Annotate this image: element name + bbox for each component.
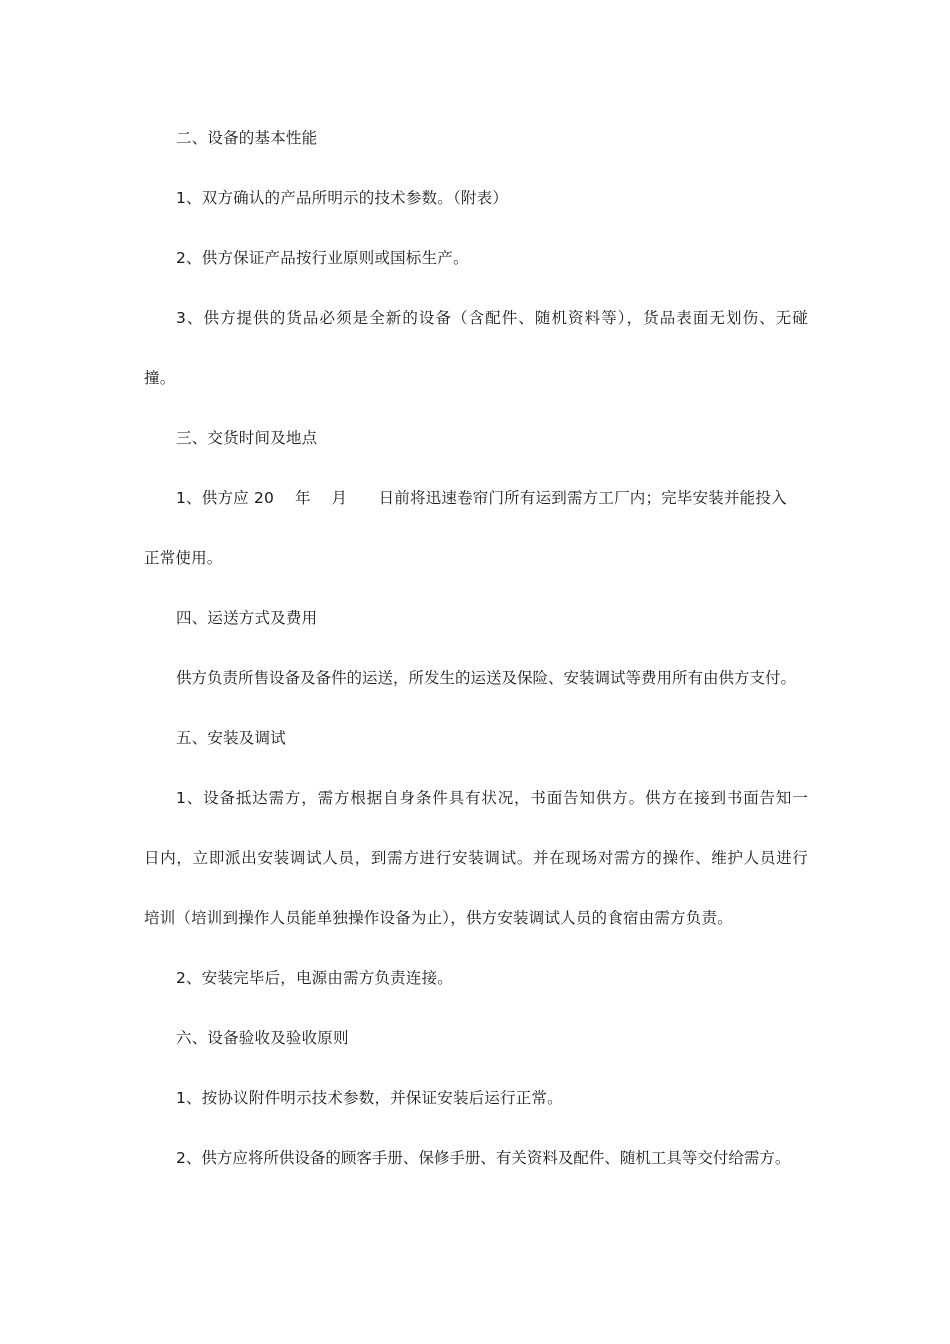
paragraph-line: 1、设备抵达需方，需方根据自身条件具有状况，书面告知供方。供方在接到书面告知一 <box>176 789 808 807</box>
paragraph-line: 1、双方确认的产品所明示的技术参数。（附表） <box>176 189 509 207</box>
paragraph-line: 供方负责所售设备及备件的运送，所发生的运送及保险、安装调试等费用所有由供方支付。 <box>176 669 797 687</box>
section-heading-acceptance: 六、设备验收及验收原则 <box>176 1029 349 1047</box>
paragraph-line: 1、按协议附件明示技术参数，并保证安装后运行正常。 <box>176 1089 563 1107</box>
paragraph-line: 3、供方提供的货品必须是全新的设备（含配件、随机资料等），货品表面无划伤、无碰 <box>176 309 808 327</box>
section-heading-installation: 五、安装及调试 <box>176 729 286 747</box>
paragraph-line: 2、安装完毕后，电源由需方负责连接。 <box>176 969 453 987</box>
paragraph-line: 正常使用。 <box>144 549 223 567</box>
paragraph-line: 日内，立即派出安装调试人员，到需方进行安装调试。并在现场对需方的操作、维护人员进行 <box>144 849 808 867</box>
paragraph-line: 1、供方应 20 年 月 日前将迅速卷帘门所有运到需方工厂内；完毕安装并能投入 <box>176 489 787 507</box>
paragraph-line: 培训（培训到操作人员能单独操作设备为止），供方安装调试人员的食宿由需方负责。 <box>144 909 733 927</box>
paragraph-line: 2、供方保证产品按行业原则或国标生产。 <box>176 249 469 267</box>
paragraph-line: 2、供方应将所供设备的顾客手册、保修手册、有关资料及配件、随机工具等交付给需方。 <box>176 1149 791 1167</box>
paragraph-line: 撞。 <box>144 369 176 387</box>
section-heading-transport: 四、运送方式及费用 <box>176 609 318 627</box>
section-heading-basic-performance: 二、设备的基本性能 <box>176 129 318 147</box>
section-heading-delivery: 三、交货时间及地点 <box>176 429 318 447</box>
